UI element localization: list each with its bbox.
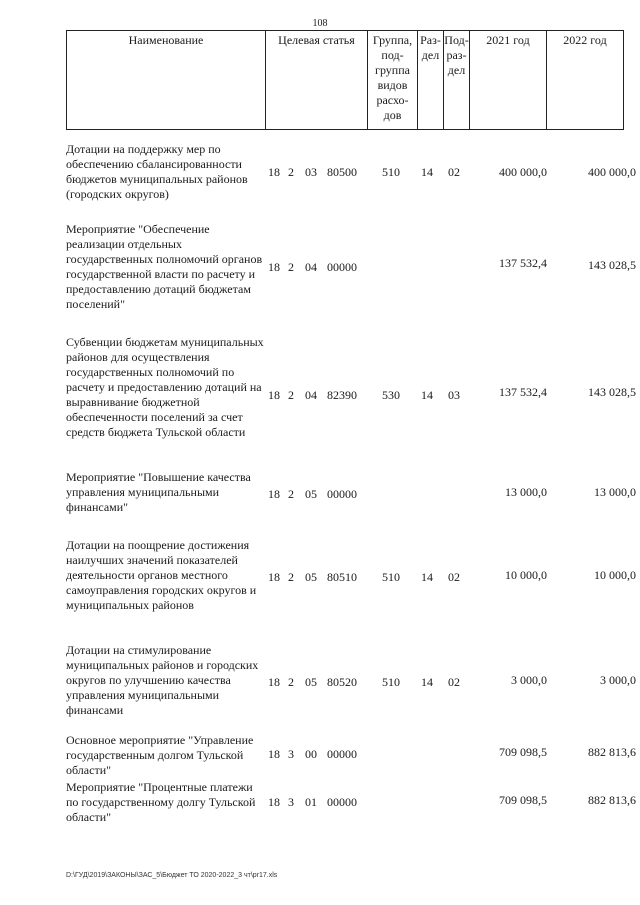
code-4: 00000 — [327, 487, 357, 501]
row-name: Субвенции бюджетам муниципальных районов для осуществления государственных полномочий по расчету и предоставлению дотаций на выравнивание бюджетной обеспеченности поселений за счет средств бюджета Тульской области — [66, 335, 264, 439]
code-3: 01 — [305, 795, 317, 809]
code-2: 3 — [288, 795, 294, 809]
podrazdel-code: 02 — [448, 570, 460, 584]
group-code: 530 — [382, 388, 400, 402]
podrazdel-code: 02 — [448, 675, 460, 689]
value-2022: 882 813,6 — [588, 793, 636, 807]
code-3: 05 — [305, 570, 317, 584]
value-2022: 882 813,6 — [588, 745, 636, 759]
code-4: 00000 — [327, 795, 357, 809]
code-1: 18 — [268, 388, 280, 402]
code-4: 00000 — [327, 747, 357, 761]
header-podrazdel: Под- раз- дел — [444, 31, 470, 129]
group-code: 510 — [382, 675, 400, 689]
razdel-code: 14 — [421, 388, 433, 402]
code-1: 18 — [268, 570, 280, 584]
code-2: 2 — [288, 570, 294, 584]
header-name: Наименование — [67, 31, 266, 129]
code-1: 18 — [268, 260, 280, 274]
code-2: 2 — [288, 675, 294, 689]
code-1: 18 — [268, 165, 280, 179]
code-2: 2 — [288, 487, 294, 501]
value-2021: 10 000,0 — [505, 568, 547, 582]
code-2: 2 — [288, 165, 294, 179]
code-4: 80510 — [327, 570, 357, 584]
value-2022: 13 000,0 — [594, 485, 636, 499]
code-4: 00000 — [327, 260, 357, 274]
row-name: Мероприятие "Процентные платежи по государственному долгу Тульской области" — [66, 780, 256, 824]
code-2: 3 — [288, 747, 294, 761]
row-name: Дотации на поощрение достижения наилучших значений показателей деятельности органов местного самоуправления городских округов и муниципальных районов — [66, 538, 257, 612]
code-4: 82390 — [327, 388, 357, 402]
value-2021: 709 098,5 — [499, 793, 547, 807]
value-2021: 13 000,0 — [505, 485, 547, 499]
value-2021: 709 098,5 — [499, 745, 547, 759]
value-2022: 3 000,0 — [600, 673, 636, 687]
podrazdel-code: 03 — [448, 388, 460, 402]
code-3: 03 — [305, 165, 317, 179]
value-2022: 143 028,5 — [588, 385, 636, 399]
group-code: 510 — [382, 570, 400, 584]
code-1: 18 — [268, 795, 280, 809]
code-2: 2 — [288, 260, 294, 274]
value-2021: 137 532,4 — [499, 385, 547, 399]
header-2022: 2022 год — [563, 33, 607, 47]
file-path-footer: D:\ГУД\2019\ЗАКОНЫ\ЗАС_5\Бюджет ТО 2020-2022_3 чт\pr17.xls — [66, 872, 278, 879]
code-1: 18 — [268, 487, 280, 501]
header-group: Группа, под- группа видов расхо- дов — [368, 31, 418, 129]
value-2021: 400 000,0 — [499, 165, 547, 179]
razdel-code: 14 — [421, 165, 433, 179]
value-2021: 3 000,0 — [511, 673, 547, 687]
header-target: Целевая статья — [266, 31, 368, 129]
code-3: 05 — [305, 487, 317, 501]
razdel-code: 14 — [421, 675, 433, 689]
header-razdel: Раз- дел — [418, 31, 444, 129]
code-1: 18 — [268, 675, 280, 689]
row-name: Дотации на стимулирование муниципальных районов и городских округов по улучшению качества управления муниципальными финансами — [66, 643, 259, 717]
value-2021: 137 532,4 — [499, 256, 547, 270]
row-name: Дотации на поддержку мер по обеспечению сбалансированности бюджетов муниципальных районов (городских округов) — [66, 142, 248, 201]
row-name: Мероприятие "Повышение качества управления муниципальными финансами" — [66, 470, 251, 514]
code-3: 04 — [305, 388, 317, 402]
page-number: 108 — [312, 18, 328, 29]
table-header — [66, 30, 624, 130]
code-3: 05 — [305, 675, 317, 689]
group-code: 510 — [382, 165, 400, 179]
value-2022: 400 000,0 — [588, 165, 636, 179]
podrazdel-code: 02 — [448, 165, 460, 179]
value-2022: 10 000,0 — [594, 568, 636, 582]
code-4: 80520 — [327, 675, 357, 689]
row-name: Мероприятие "Обеспечение реализации отдельных государственных полномочий органов государственной власти по расчету и предоставлению дотаций бюджетам поселений" — [66, 222, 263, 311]
code-3: 04 — [305, 260, 317, 274]
code-1: 18 — [268, 747, 280, 761]
row-name: Основное мероприятие "Управление государственным долгом Тульской области" — [66, 733, 254, 777]
code-3: 00 — [305, 747, 317, 761]
razdel-code: 14 — [421, 570, 433, 584]
code-4: 80500 — [327, 165, 357, 179]
value-2022: 143 028,5 — [588, 258, 636, 272]
code-2: 2 — [288, 388, 294, 402]
header-2021: 2021 год — [470, 31, 547, 129]
